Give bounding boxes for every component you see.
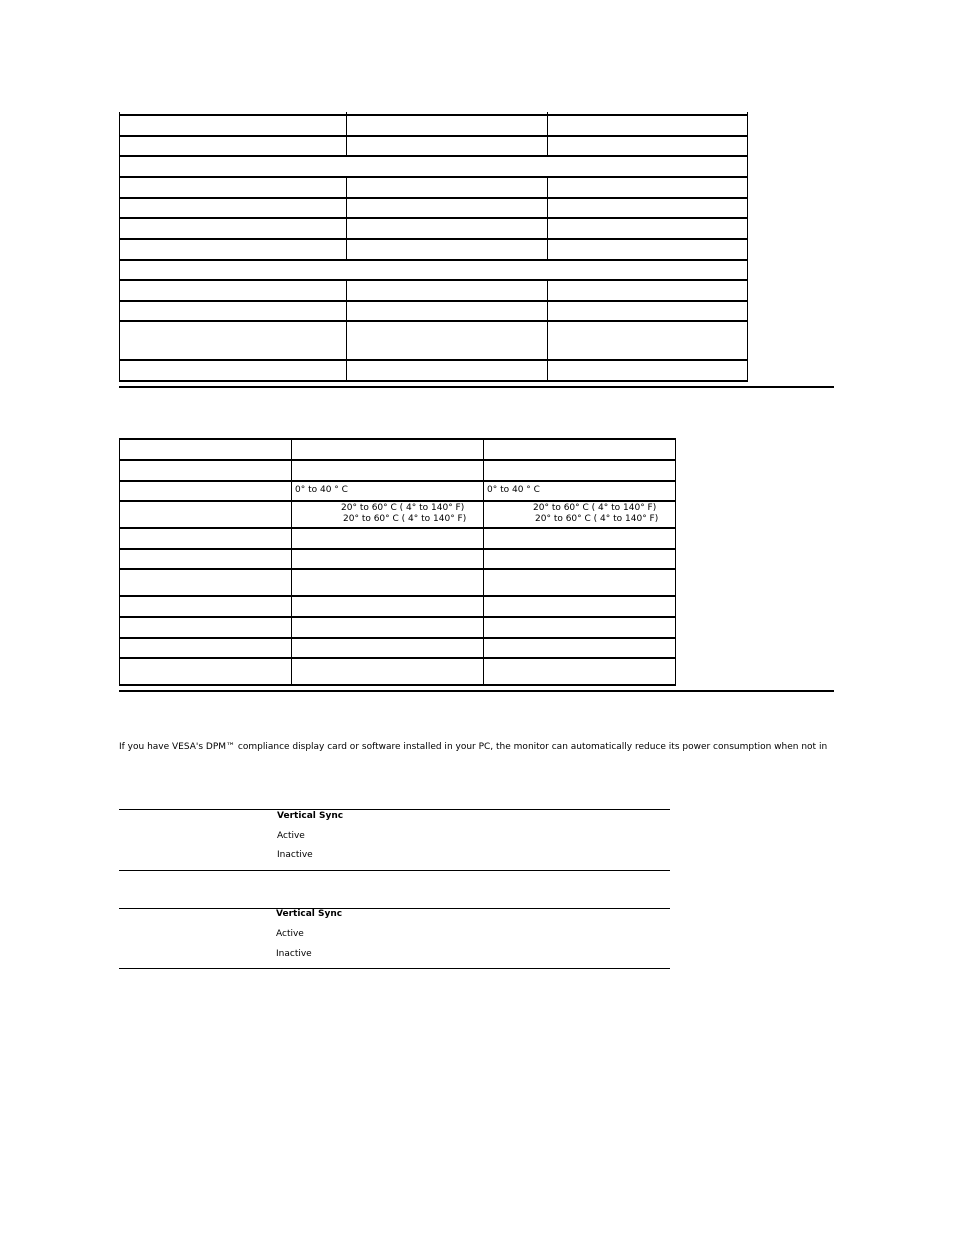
section-divider-1 bbox=[119, 386, 834, 388]
vertical-sync-inactive: Inactive bbox=[277, 850, 313, 860]
operating-temp-col1: 0° to 40 ° C bbox=[295, 485, 348, 495]
nonoperating-temp-col2-line2: 20° to 60° C ( 4° to 140° F) bbox=[535, 514, 659, 524]
nonoperating-temp-col1-line1: 20° to 60° C ( 4° to 140° F) bbox=[341, 503, 465, 513]
vertical-sync-header: Vertical Sync bbox=[276, 909, 343, 919]
section-divider-2 bbox=[119, 690, 834, 692]
vertical-sync-header: Vertical Sync bbox=[277, 811, 344, 821]
operating-temp-col2: 0° to 40 ° C bbox=[487, 485, 540, 495]
nonoperating-temp-col2-line1: 20° to 60° C ( 4° to 140° F) bbox=[533, 503, 657, 513]
vertical-sync-inactive: Inactive bbox=[276, 949, 312, 959]
vertical-sync-active: Active bbox=[277, 831, 305, 841]
power-management-intro: If you have VESA's DPM™ compliance display card or software installed in your PC, the monitor can automatically reduce its power consumption when not in bbox=[119, 742, 828, 752]
vertical-sync-active: Active bbox=[276, 929, 304, 939]
nonoperating-temp-col1-line2: 20° to 60° C ( 4° to 140° F) bbox=[343, 514, 467, 524]
